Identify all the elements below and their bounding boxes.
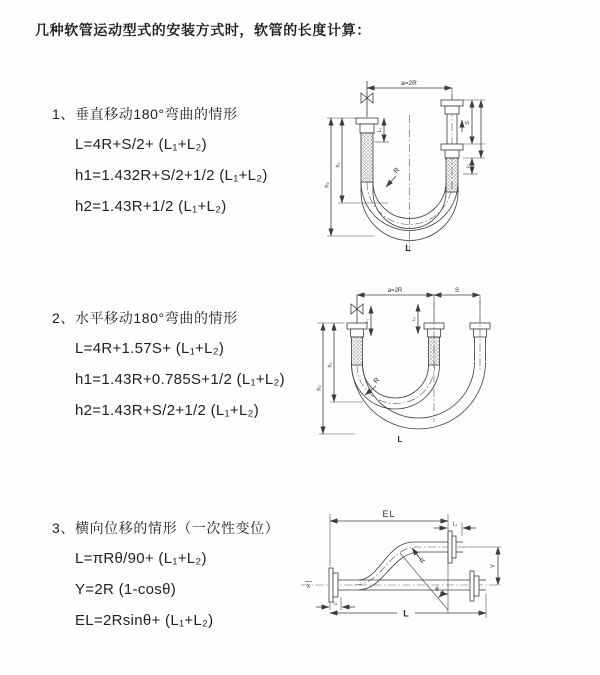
section-2-formula-L: L=4R+1.57S+ (L₁+L₂) (75, 340, 225, 357)
dim-label-r: R (392, 166, 402, 176)
dim-label-r: R (372, 376, 382, 386)
section-2-formula-h2: h2=1.43R+S/2+1/2 (L₁+L₂) (75, 402, 260, 419)
dim-label-l2: L₂ (452, 521, 458, 528)
section-3-formula-L: L=πRθ/90+ (L₁+L₂) (75, 550, 207, 567)
dim-label-l1: L₁ (377, 127, 383, 133)
section-3-formula-Y: Y=2R (1-cosθ) (75, 581, 177, 598)
dim-label-y: Y (491, 563, 497, 569)
section-1-formula-L: L=4R+S/2+ (L₁+L₂) (75, 136, 207, 153)
dim-label-l: L (397, 435, 403, 444)
dim-label-l1: L₁ (364, 319, 369, 323)
diagram-horizontal-movement (305, 282, 600, 462)
displaced-flange (448, 531, 456, 563)
braided-hose-section (446, 158, 458, 192)
section-1-formula-h1: h1=1.432R+S/2+1/2 (L₁+L₂) (75, 167, 268, 184)
section-3-heading: 3、横向位移的情形（一次性变位） (52, 520, 280, 536)
section-1-heading: 1、垂直移动180°弯曲的情形 (52, 106, 238, 122)
section-1-formula-h2: h2=1.43R+1/2 (L₁+L₂) (75, 198, 227, 215)
dim-label-l: L (405, 243, 411, 253)
dim-label-h2: h₂ (316, 385, 323, 391)
dim-label-theta: θ (435, 587, 439, 593)
page-title: 几种软管运动型式的安装方式时，软管的长度计算： (35, 22, 371, 38)
datum-mark (305, 582, 312, 591)
dim-label-h2: h₂ (324, 182, 331, 188)
dim-label-l1: L₁ (333, 600, 338, 606)
dim-label-a2r: a=2R (401, 80, 417, 87)
right-flange-upper-position (441, 100, 463, 114)
section-2-heading: 2、水平移动180°弯曲的情形 (52, 310, 238, 326)
section-3-formula-EL: EL=2Rsinθ+ (L₁+L₂) (75, 612, 214, 629)
section-2-formula-h1: h1=1.43R+0.785S+1/2 (L₁+L₂) (75, 371, 285, 388)
right-flange-original-position (470, 571, 479, 601)
dim-label-h1: h₁ (327, 362, 334, 368)
braided-hose-section (352, 337, 363, 365)
dim-label-l: L (403, 608, 409, 619)
dim-label-a2r: a=2R (387, 288, 403, 294)
diagram-vertical-movement (312, 70, 552, 262)
right-flange-lower-position (441, 144, 463, 158)
dim-label-s: S (454, 288, 460, 294)
left-flange (356, 118, 378, 133)
dim-label-l2: L₂ (465, 163, 470, 169)
dim-label-x: X (306, 584, 311, 590)
dim-label-r: R (418, 556, 428, 566)
diagram-lateral-displacement (296, 498, 596, 653)
left-flange (347, 323, 367, 337)
dim-label-s: S (465, 121, 471, 125)
left-flange (329, 568, 338, 602)
braided-hose-section (361, 133, 373, 182)
dim-label-h1: h₁ (335, 162, 342, 168)
dim-label-l2: L₂ (411, 316, 416, 322)
dim-label-el: EL (382, 509, 396, 519)
